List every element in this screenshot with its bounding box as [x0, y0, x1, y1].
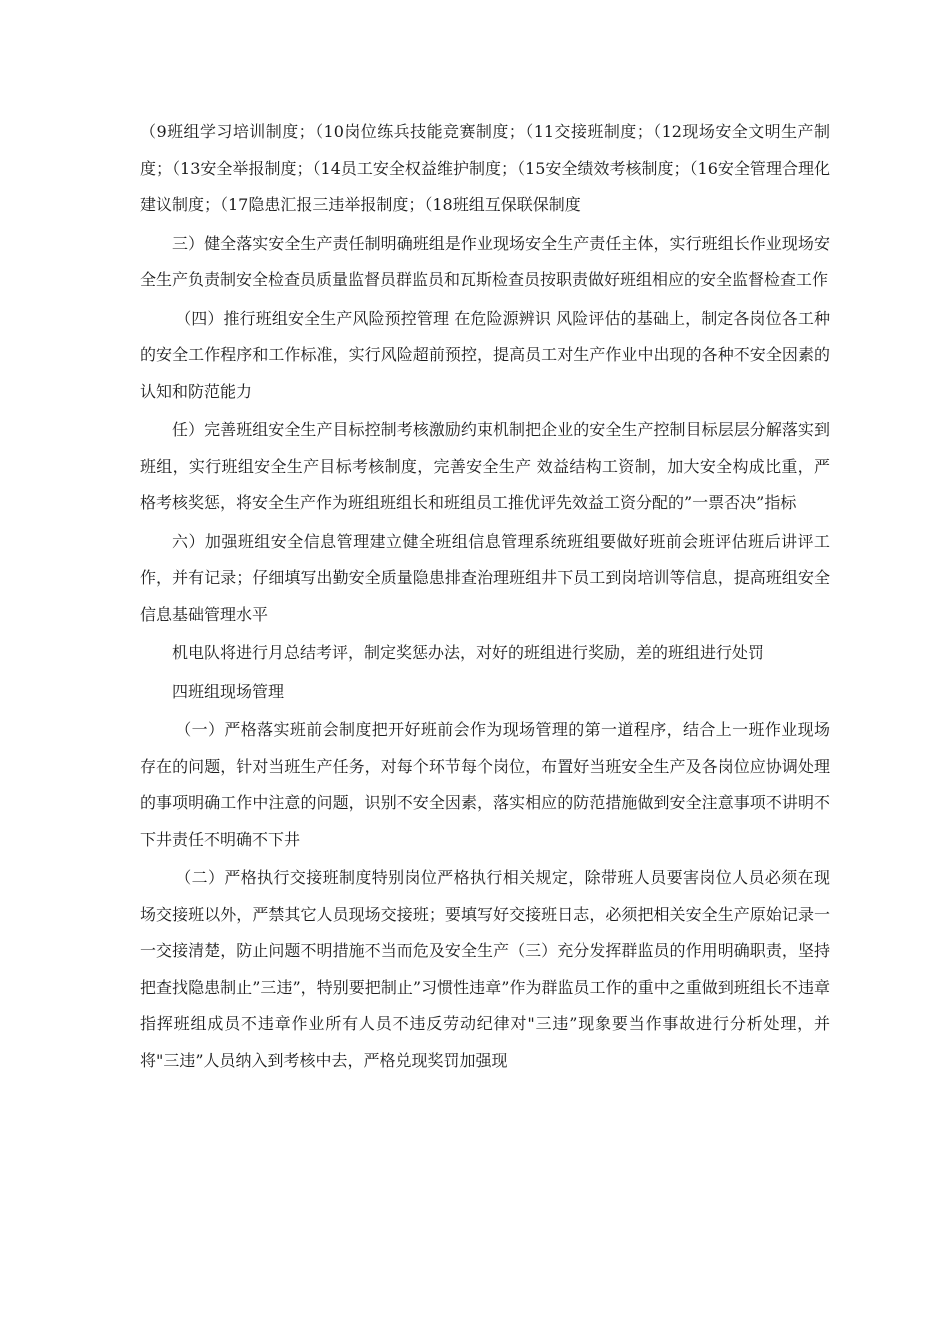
- paragraph-system-list: （9班组学习培训制度；（10岗位练兵技能竞赛制度；（11交接班制度；（12现场安全文明生产制度；（13安全举报制度；（14员工安全权益维护制度；（15安全绩效考核制度；（16安全管理合理化建议制度；（17隐患汇报三违举报制度；（18班组互保联保制度: [140, 122, 830, 214]
- paragraph-information-management: 六）加强班组安全信息管理建立健全班组信息管理系统班组要做好班前会班评估班后讲评工作，并有记录；仔细填写出勤安全质量隐患排查治理班组井下员工到岗培训等信息，提高班组安全信息基础管理水平: [140, 531, 830, 624]
- paragraph-pre-shift-meeting: （一）严格落实班前会制度把开好班前会作为现场管理的第一道程序，结合上一班作业现场存在的问题，针对当班生产任务，对每个环节每个岗位，布置好当班安全生产及各岗位应协调处理的事项明确工作中注意的问题，识别不安全因素，落实相应的防范措施做到安全注意事项不讲明不下井责任不明确不下井: [140, 720, 830, 849]
- paragraph-responsibility: 三）健全落实安全生产责任制明确班组是作业现场安全生产责任主体，实行班组长作业现场安全生产负责制安全检查员质量监督员群监员和瓦斯检查员按职责做好班组相应的安全监督检查工作: [140, 233, 830, 289]
- paragraph-risk-control: （四）推行班组安全生产风险预控管理 在危险源辨识 风险评估的基础上，制定各岗位各工种的安全工作程序和工作标准，实行风险超前预控，提高员工对生产作业中出现的各种不安全因素的认知和防范能力: [140, 308, 830, 401]
- paragraph-monthly-review: 机电队将进行月总结考评，制定奖惩办法，对好的班组进行奖励，差的班组进行处罚: [172, 643, 765, 662]
- document-page: [140, 114, 830, 1081]
- section-heading-site-management: 四班组现场管理: [172, 681, 285, 701]
- paragraph-shift-handover: （二）严格执行交接班制度特别岗位严格执行相关规定，除带班人员要害岗位人员必须在现场交接班以外，严禁其它人员现场交接班；要填写好交接班日志，必须把相关安全生产原始记录一一交接清楚，防止问题不明措施不当而危及安全生产（三）充分发挥群监员的作用明确职责，坚持把查找隐患制止”三违”，特别要把制止”习惯性违章”作为群监员工作的重中之重做到班组长不违章指挥班组成员不违章作业所有人员不违反劳动纪律对"三违”现象要当作事故进行分析处理，并将"三违”人员纳入到考核中去，严格兑现奖罚加强现: [140, 868, 830, 1070]
- paragraph-target-assessment: 任）完善班组安全生产目标控制考核激励约束机制把企业的安全生产控制目标层层分解落实到班组，实行班组安全生产目标考核制度，完善安全生产 效益结构工资制，加大安全构成比重，严格考核奖惩，将安全生产作为班组班组长和班组员工推优评先效益工资分配的”一票否决”指标: [140, 420, 830, 512]
